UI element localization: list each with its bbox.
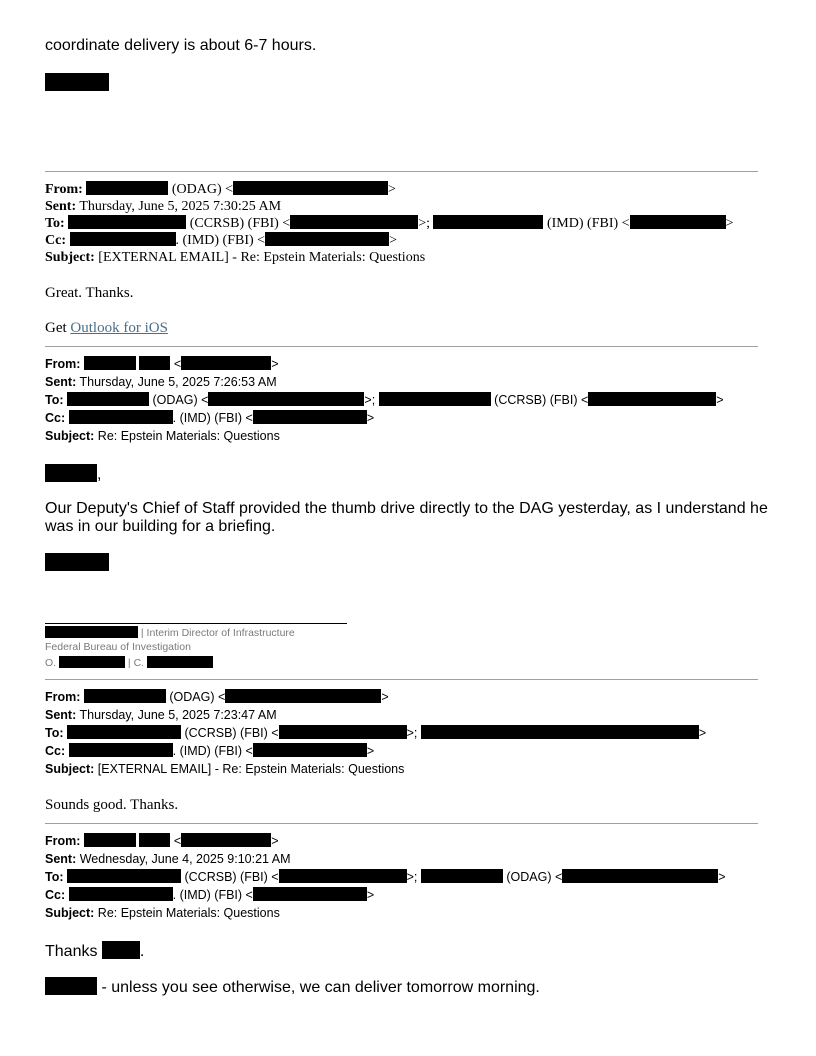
redaction-block <box>45 553 109 571</box>
redaction-block <box>588 392 716 406</box>
redaction-block <box>421 869 503 883</box>
to-line: To: (CCRSB) (FBI) < >; (IMD) (FBI) < > <box>45 216 734 231</box>
redaction-block <box>84 689 166 703</box>
signature-org: Federal Bureau of Investigation <box>45 641 191 653</box>
redaction-block <box>562 869 718 883</box>
redaction-block <box>147 656 213 668</box>
cc-line: Cc: . (IMD) (FBI) < > <box>45 411 375 425</box>
sent-line: Sent: Thursday, June 5, 2025 7:26:53 AM <box>45 375 277 389</box>
subject-line: Subject: Re: Epstein Materials: Questions <box>45 906 280 920</box>
redaction-block <box>67 869 181 883</box>
redaction-block <box>279 869 407 883</box>
email-header <box>45 181 733 266</box>
redaction-block <box>67 725 181 739</box>
redaction-block <box>102 941 140 959</box>
redaction-block <box>279 725 407 739</box>
to-line: To: (ODAG) < >; (CCRSB) (FBI) < > <box>45 393 724 407</box>
message-body: was in our building for a briefing. <box>45 518 276 535</box>
redaction-block <box>433 215 543 229</box>
redaction-block <box>86 181 168 195</box>
from-line: From: < > <box>45 357 279 371</box>
cc-line: Cc: . (IMD) (FBI) < > <box>45 744 375 758</box>
to-line: To: (CCRSB) (FBI) < >; (ODAG) < > <box>45 870 726 884</box>
message-separator <box>45 171 758 172</box>
cc-line: Cc: . (IMD) (FBI) < > <box>45 233 397 248</box>
message-separator <box>45 679 758 680</box>
message-separator <box>45 823 758 824</box>
subject-line: Subject: [EXTERNAL EMAIL] - Re: Epstein Materials: Questions <box>45 762 405 776</box>
signature-divider <box>45 623 347 624</box>
redaction-block <box>253 410 367 424</box>
cc-line: Cc: . (IMD) (FBI) < > <box>45 888 375 902</box>
redaction-block <box>70 232 176 246</box>
email-header <box>45 355 724 445</box>
redaction-block <box>45 626 138 638</box>
redaction-block <box>181 356 271 370</box>
from-line: From: < > <box>45 834 279 848</box>
sent-line: Sent: Thursday, June 5, 2025 7:30:25 AM <box>45 199 282 214</box>
redaction-block <box>290 215 418 229</box>
redaction-block <box>139 356 170 370</box>
email-header <box>45 832 726 922</box>
subject-line: Subject: [EXTERNAL EMAIL] - Re: Epstein Materials: Questions <box>45 250 426 265</box>
message-body: - unless you see otherwise, we can deliver tomorrow morning. <box>45 977 540 997</box>
redaction-block <box>139 833 170 847</box>
redaction-block <box>253 743 367 757</box>
subject-line: Subject: Re: Epstein Materials: Questions <box>45 429 280 443</box>
redaction-block <box>630 215 726 229</box>
from-line: From: (ODAG) < > <box>45 182 396 197</box>
redaction-block <box>84 833 136 847</box>
redaction-block <box>233 181 388 195</box>
redaction-block <box>68 215 186 229</box>
redaction-block <box>225 689 381 703</box>
email-header <box>45 688 706 778</box>
redaction-block <box>421 725 699 739</box>
from-line: From: (ODAG) < > <box>45 690 389 704</box>
signature-phone-line: O. | C. <box>45 656 213 669</box>
redaction-block <box>67 392 149 406</box>
redaction-block <box>379 392 491 406</box>
sent-line: Sent: Thursday, June 5, 2025 7:23:47 AM <box>45 708 277 722</box>
message-body: Thanks . <box>45 943 145 960</box>
redaction-block <box>69 887 173 901</box>
redaction-block <box>45 977 97 995</box>
redaction-block <box>45 464 97 482</box>
redaction-block <box>84 356 136 370</box>
sent-line: Sent: Wednesday, June 4, 2025 9:10:21 AM <box>45 852 291 866</box>
message-body: Our Deputy's Chief of Staff provided the thumb drive directly to the DAG yesterday, as I understand he <box>45 500 768 517</box>
redaction-block <box>208 392 364 406</box>
outlook-ios-link[interactable]: Outlook for iOS <box>70 320 168 336</box>
message-body: Get Outlook for iOS <box>45 320 168 336</box>
greeting-line: , <box>45 464 101 484</box>
redaction-block <box>45 73 109 91</box>
to-line: To: (CCRSB) (FBI) < >; > <box>45 726 707 740</box>
message-separator <box>45 346 758 347</box>
redaction-block <box>253 887 367 901</box>
redaction-block <box>59 656 125 668</box>
signature-title-line: | Interim Director of Infrastructure <box>45 626 295 639</box>
redaction-block <box>181 833 271 847</box>
message-body: Great. Thanks. <box>45 285 134 301</box>
intro-text: coordinate delivery is about 6-7 hours. <box>45 37 317 54</box>
redaction-block <box>69 410 173 424</box>
message-body: Sounds good. Thanks. <box>45 797 179 813</box>
redaction-block <box>265 232 389 246</box>
redaction-block <box>69 743 173 757</box>
